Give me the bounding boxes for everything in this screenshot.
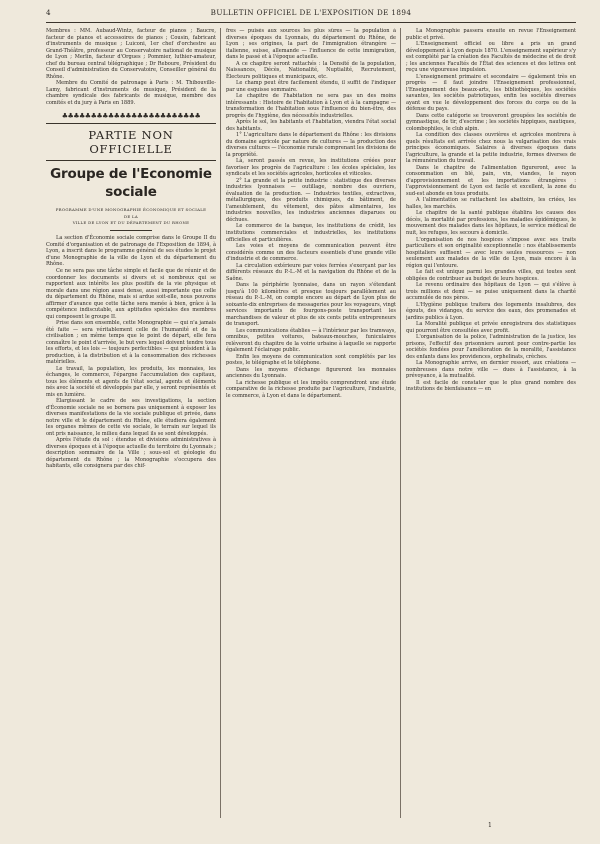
footer-mark: 1: [488, 822, 492, 829]
bulletin-title: BULLETIN OFFICIEL DE L'EXPOSITION DE 1894: [210, 8, 412, 17]
paragraph: Le chapitre de l'habitation ne sera pas un des moins intéressants : Histoire de l'habitation à Lyon et à la campagne — transformation de l'habitation sous l'influence du bien-être, des progrès de l'hygiène, des nécessités industrielles.: [226, 93, 396, 119]
paragraph: Après l'étude du sol : étendue et divisions administratives à diverses époques et à l'époque actuelle du territoire du Lyonnais ; description sommaire de la Ville ; sous-sol et géologie du département du Rhône ; la Monographie s'occupera des habitants, elle consignera par des chif-: [46, 437, 216, 470]
paragraph: La Monographie arrive, en dernier ressort, aux créations — nombreuses dans notre ville — dues à l'assistance, à la prévoyance, à la mutualité.: [406, 360, 576, 380]
header-rule: [46, 22, 576, 23]
paragraph: La Monographie passera ensuite en revue l'Enseignement public et privé.: [406, 28, 576, 41]
paragraph: Dans cette catégorie se trouveront groupées les sociétés de gymnastique, de tir, d'escrime ; les sociétés hippiques, nautiques, colombophiles, le club alpin.: [406, 112, 576, 132]
column-divider: [220, 28, 221, 818]
column-divider: [400, 28, 401, 818]
ornament-divider: ♣♣♣♣♣♣♣♣♣♣♣♣♣♣♣♣♣♣♣♣♣♣♣♣: [61, 112, 201, 121]
members-list: Membres : MM. Aubaud-Wintz, facteur de pianos ; Baucre, facteur de pianos et accessoires de pianos ; Cousin, fabricant d'instruments de musique ; Luiconi, 1er chef d'orchestre au Grand-Théâtre, professeur au Conservatoire national de musique de Lyon ; Merlin, facteur d'Orgues ; Pommier, luthier-amateur, chef du bureau central télégraphique ; Dr Reboure, Président du Conseil d'administration du Conservatoire, Conseiller général du Rhône.: [46, 28, 216, 80]
paragraph: Le revenu ordinaire des hôpitaux de Lyon — qui s'élève à trois millions et demi — se puise uniquement dans la charité accumulée de nos pères.: [406, 282, 576, 302]
page-header: [46, 8, 576, 22]
paragraph: Les voies et moyens de communication peuvent être considérés comme un des facteurs essentiels d'une grande ville d'industrie et de commerce.: [226, 243, 396, 263]
paragraph: Le fait est unique parmi les grandes villes, qui toutes sont obligées de contribuer au budget de leurs hospices.: [406, 269, 576, 282]
paragraph: La richesse publique et les impôts comprendront une étude comparative de la richesse produite par l'agriculture, l'industrie, le commerce, à Lyon et dans le département.: [226, 379, 396, 399]
paragraph: La Moralité publique et privée enregistrera des statistiques qui pourront être consultées avec profit.: [406, 321, 576, 334]
programme-heading: PROGRAMME D'UNE MONOGRAPHIE ÉCONOMIQUE ET SOCIALE: [55, 207, 207, 213]
section-rule: [46, 123, 216, 124]
paragraph: Le travail, la population, les produits, les monnaies, les échanges, le commerce, l'épargne l'accumulation des capitaux, tous les éléments et agents de l'état social, agents et éléments nés avec la société et développés par elle, y seront représentés et mis en lumière.: [46, 365, 216, 398]
paragraph: Le commerce de la banque, les institutions de crédit, les institutions commerciales et industrielles, les institutions officielles et particulières.: [226, 223, 396, 243]
paragraph: Prise dans son ensemble, cette Monographie — qui n'a jamais été faite — sera véritablement celle de l'humanité et de la civilisation ; en même temps que le point de départ, elle fera connaître le point d'arrivée, le but vers lequel doivent tendre tous les efforts, et les lois — toujours perfectibles — qui président à la production, à la distribution et à la consommation des richesses matérielles.: [46, 320, 216, 366]
paragraph: La section d'Économie sociale comprise dans le Groupe II du Comité d'organisation et de patronage de l'Exposition de 1894, à Lyon, a inscrit dans le programme général de ses études le projet d'une Monographie de la ville de Lyon et du département du Rhône.: [46, 235, 216, 268]
programme-heading: VILLE DE LYON ET DU DÉPARTEMENT DU RHONE: [72, 220, 190, 225]
paragraph: L'Enseignement officiel ou libre a pris un grand développement à Lyon depuis 1870. L'enseignement supérieur s'y est complété par la création des Facultés de médecine et de droit ; les anciennes Facultés de l'État des sciences et des lettres ont reçu une vigoureuse impulsion.: [406, 41, 576, 74]
paragraph: La condition des classes ouvrières et agricoles montrera à quels résultats est arrivée chez nous la vulgarisation des vrais principes économiques. Salaires à diverses époques dans l'agriculture, la grande et la petite industrie, formes diverses de la rémunération du travail.: [406, 132, 576, 165]
paragraph: Dans la périphérie lyonnaise, dans un rayon s'étendant jusqu'à 100 kilomètres et presque toujours parallèlement au réseau du P.-L.-M, on compte encore au départ de Lyon plus de soixante-dix entreprises de messageries pour les voyageurs, vingt services importants de fourgons-poste transportant les marchandises de valeur et plus de six cents petits entrepreneurs de transport.: [226, 282, 396, 328]
heading-rule: [110, 230, 153, 231]
paragraph: Là, seront passés en revue, les institutions créées pour favoriser les progrès de l'agriculture : les écoles spéciales, les syndicats et les sociétés agricoles, horticoles et viticoles.: [226, 158, 396, 178]
paragraph: Les communications établies — à l'intérieur par les tramways, omnibus, petites voitures, bateaux-mouches, funiculaires relèveront du chapitre de la voirie urbaine à laquelle se rapporte également l'éclairage public.: [226, 327, 396, 354]
page-number: 4: [46, 8, 51, 17]
column-1: [46, 28, 216, 822]
paragraph: Le chapitre de la santé publique établira les causes des décès, la mortalité par professions, les maladies épidémiques, le mouvement des malades dans les hôpitaux, le service médical de nuit, les refuges, les secours à domicile.: [406, 210, 576, 236]
paragraph: L'organisation de nos hospices s'impose avec ses traits particuliers et son originalité exceptionnelle : nos établissements hospitaliers suffisent — avec leurs seules ressources — non seulement aux malades de la ville de Lyon, mais encore à la région qui l'entoure.: [406, 236, 576, 269]
column-2: [226, 28, 396, 822]
paragraph: Après le sol, les habitants et l'habitation, viendra l'état social des habitants.: [226, 119, 396, 132]
column-3: [406, 28, 576, 822]
paragraph: Dans les moyens d'échange figureront les monnaies anciennes du Lyonnais.: [226, 366, 396, 380]
patronage-member: Membre du Comité de patronage à Paris : M. Thibouville-Lamy, fabricant d'instruments de musique, Président de la chambre syndicale des fabricants de musique, membre des comités et du jury à Paris en 1889.: [46, 80, 216, 106]
paragraph: L'organisation de la police, l'administration de la justice, les prisons, l'effectif des prisonniers auront pour contre-partie les sociétés fondées pour l'amélioration de la moralité, l'assistance des enfants dans les providences, orphelinats, crèches.: [406, 334, 576, 360]
paragraph: 1° L'agriculture dans le département du Rhône : les divisions du domaine agricole par nature de cultures — la production des diverses cultures — l'économie rurale comprenant les divisions de la propriété.: [226, 132, 396, 158]
paragraph: A ce chapitre seront rattachés : la Densité de la population, Naissances, Décès, Nationalité, Nuptialité, Recrutement, Électeurs politiques et municipaux, etc.: [226, 60, 396, 80]
paragraph: L'enseignement primaire et secondaire — également très en progrès — il faut joindre l'Enseignement professionnel, l'Enseignement des beaux-arts, les bibliothèques, les sociétés savantes, les sociétés patriotiques, enfin les sociétés diverses ayant en vue le développement des forces du corps ou de la défense du pays.: [406, 73, 576, 113]
section-rule: [46, 160, 216, 161]
paragraph: Élargissant le cadre de ses investigations, la section d'Économie sociale ne se bornera pas uniquement à exposer les diverses manifestations de la vie sociale publique et privée, dans notre ville et le département du Rhône, elle étudiera également les organes mêmes de cette vie sociale, le terrain sur lequel ils ont pris naissance, le milieu dans lequel ils se sont développés.: [46, 398, 216, 437]
paragraph: 2° La grande et la petite industrie : statistique des diverses industries lyonnaises — outillage, nombre des ouvriers, évaluation de la production. — Industries textiles, extractives, métallurgiques, des produits chimiques, du bâtiment, de l'ameublement, du vêtement, des pâtes alimentaires, les industries nouvelles, les industries anciennes disparues ou déchues.: [226, 177, 396, 223]
paragraph: fres — puisés aux sources les plus sûres — la population à diverses époques du Lyonnais, du département du Rhône, de Lyon ; ses origines, la part de l'immigration étrangère — italienne, suisse, allemande — l'influence de cette immigration, dans le passé et à l'époque actuelle.: [226, 28, 396, 61]
article-title: Groupe de l'Economie sociale: [50, 166, 212, 201]
paragraph: Il est facile de constater que le plus grand nombre des institutions de bienfaisance — en: [406, 379, 576, 393]
paragraph: L'Hygiène publique traitera des logements insalubres, des égouts, des vidanges, du service des eaux, des promenades et jardins publics à Lyon.: [406, 301, 576, 321]
paragraph: A l'alimentation se rattachent les abattoirs, les criées, les halles, les marchés.: [406, 197, 576, 210]
section-title: PARTIE NON OFFICIELLE: [88, 128, 174, 157]
paragraph: La circulation extérieure par voies ferrées s'exerçant par les différents réseaux du P.-L.-M et la navigation du Rhône et de la Saône.: [226, 262, 396, 282]
paragraph: Ce ne sera pas une tâche simple et facile que de réunir et de coordonner les documents si divers et si nombreux qui se rapportent aux intérêts les plus positifs de la vie physique et morale dans une région aussi dense, aussi importante que celle du département du Rhône, mais si ardue soit-elle, nous pouvons affirmer d'avance que cette tâche sera menée à bien, grâce à la compétence indiscutable, aux aptitudes spéciales des membres qui composent le groupe II.: [46, 267, 216, 320]
programme-heading: DE LA: [123, 213, 139, 219]
paragraph: Enfin les moyens de communication sont complétés par les postes, le télégraphe et le téléphone.: [226, 353, 396, 367]
paragraph: Le champ peut être facilement étendu, il suffit de l'indiquer par une esquisse sommaire.: [226, 80, 396, 93]
paragraph: Dans le chapitre de l'alimentation figureront, avec la consommation en blé, pain, vin, viandes, le rayon d'approvisionnement et les importations étrangères : l'approvisionnement de Lyon est facile et excellent, la zone du sud-est abonde en tous produits.: [406, 164, 576, 197]
